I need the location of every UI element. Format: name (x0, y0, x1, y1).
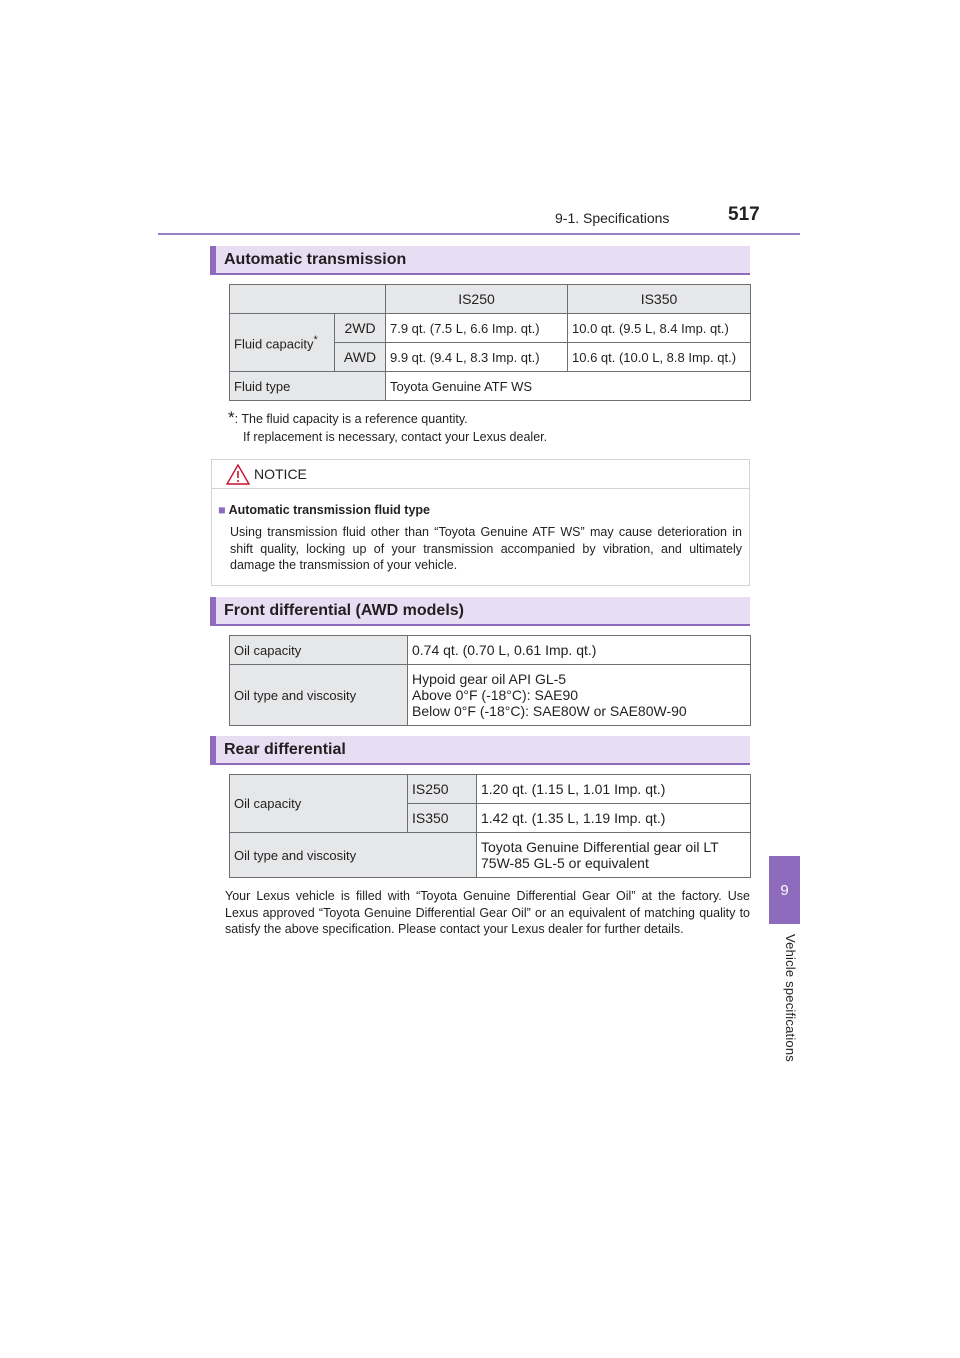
oil-type-label: Oil type and viscosity (230, 665, 408, 726)
footnote-mark: * (313, 333, 318, 346)
notice-title: NOTICE (254, 466, 307, 482)
footnote-asterisk: * (228, 408, 235, 427)
header-rule (158, 233, 800, 235)
oil-capacity-label: Oil capacity (230, 636, 408, 665)
footnote-colon: : (234, 412, 239, 426)
front-differential-table (229, 635, 751, 726)
bullet-square-icon: ■ (218, 503, 226, 517)
notice-subtitle: ■ Automatic transmission fluid type (218, 503, 430, 517)
rear-oil-type-label: Oil type and viscosity (230, 833, 477, 878)
oil-type-line: Above 0°F (-18°C): SAE90 (412, 687, 579, 703)
oil-type-line: 75W-85 GL-5 or equivalent (481, 855, 649, 871)
automatic-transmission-table (229, 284, 751, 401)
oil-type-value (408, 665, 751, 726)
notice-box (211, 459, 750, 586)
footnote-line-1: The fluid capacity is a reference quantity. (241, 412, 468, 426)
rear-oil-type-value (477, 833, 751, 878)
table-cell: 10.6 qt. (10.0 L, 8.8 Imp. qt.) (568, 343, 751, 372)
page-number: 517 (728, 204, 760, 225)
drive-awd: AWD (335, 343, 386, 372)
running-header-section: 9-1. Specifications (555, 210, 670, 226)
body-paragraph: Your Lexus vehicle is filled with “Toyota Genuine Differential Gear Oil” at the factory. Use Lexus approved “Toyota Genuine Differential Gear Oil” or an equivalent of matching quality to satisfy the above specification. Please contact your Lexus dealer for further details. (225, 889, 750, 936)
oil-type-line: Below 0°F (-18°C): SAE80W or SAE80W-90 (412, 703, 687, 719)
table-cell: 1.20 qt. (1.15 L, 1.01 Imp. qt.) (477, 775, 751, 804)
section-heading-text: Rear differential (224, 740, 346, 758)
fluid-capacity-label: Fluid capacity* (230, 314, 335, 372)
section-heading-rear-differential (210, 736, 750, 765)
rear-model-is350: IS350 (408, 804, 477, 833)
table-header-is350: IS350 (568, 285, 751, 314)
footnote (228, 408, 468, 429)
table-cell: 10.0 qt. (9.5 L, 8.4 Imp. qt.) (568, 314, 751, 343)
section-heading-front-differential (210, 597, 750, 626)
notice-body: Using transmission fluid other than “Toyota Genuine ATF WS” may cause deterioration in shift quality, locking up of your transmission accompanied by vibration, and ultimately damage the transmission of your vehicle. (230, 525, 742, 572)
rear-model-is250: IS250 (408, 775, 477, 804)
section-heading-text: Front differential (AWD models) (224, 601, 464, 619)
drive-2wd: 2WD (335, 314, 386, 343)
rear-differential-table (229, 774, 751, 878)
oil-type-line: Hypoid gear oil API GL-5 (412, 671, 567, 687)
notice-header (212, 460, 749, 489)
section-heading-text: Automatic transmission (224, 250, 407, 268)
chapter-number: 9 (780, 881, 789, 899)
chapter-tab[interactable] (769, 856, 800, 924)
fluid-type-label: Fluid type (230, 372, 386, 401)
section-heading-automatic-transmission (210, 246, 750, 275)
table-cell: 7.9 qt. (7.5 L, 6.6 Imp. qt.) (386, 314, 568, 343)
table-header-is250: IS250 (386, 285, 568, 314)
oil-capacity-value: 0.74 qt. (0.70 L, 0.61 Imp. qt.) (408, 636, 751, 665)
chapter-label: Vehicle specifications (783, 934, 798, 1062)
table-header-empty (230, 285, 386, 314)
table-cell: 1.42 qt. (1.35 L, 1.19 Imp. qt.) (477, 804, 751, 833)
table-cell: 9.9 qt. (9.4 L, 8.3 Imp. qt.) (386, 343, 568, 372)
footnote-line-2: If replacement is necessary, contact your Lexus dealer. (243, 430, 548, 444)
warning-triangle-icon (226, 464, 250, 485)
rear-oil-capacity-label: Oil capacity (230, 775, 408, 833)
oil-type-line: Toyota Genuine Differential gear oil LT (481, 839, 719, 855)
fluid-type-value: Toyota Genuine ATF WS (386, 372, 751, 401)
